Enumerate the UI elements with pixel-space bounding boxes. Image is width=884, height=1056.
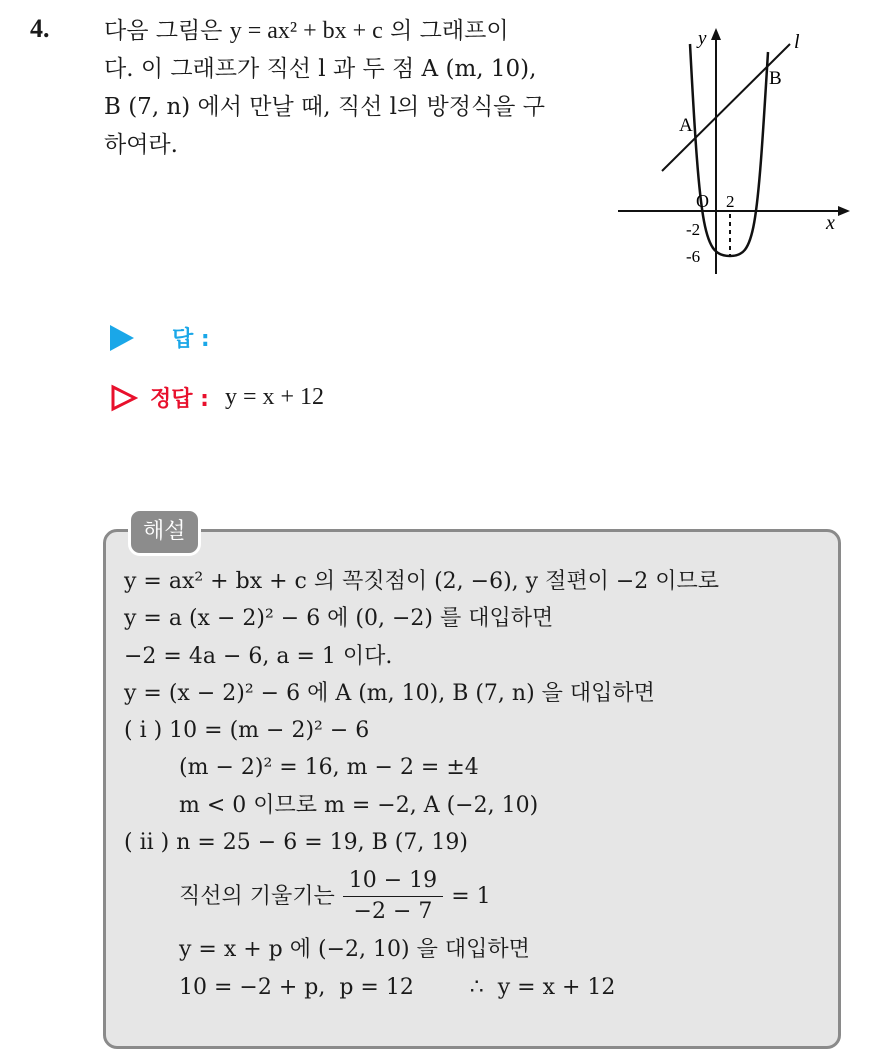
solution-content	[124, 563, 834, 1006]
slope-numerator: 10 − 19	[343, 866, 443, 897]
question-line-2: 다. 이 그래프가 직선 l 과 두 점 A (m, 10),	[104, 56, 537, 82]
answer-label: 답 :	[172, 327, 210, 352]
correct-answer-value: y = x + 12	[224, 384, 325, 410]
play-icon	[110, 325, 134, 351]
correct-answer-label: 정답 :	[150, 387, 209, 412]
solution-line: ( i ) 10 = (m − 2)² − 6	[124, 718, 370, 744]
solution-final-line: 10 = −2 + p, p = 12 ∴ y = x + 12	[179, 974, 616, 1000]
correct-answer-row	[110, 382, 324, 413]
line-l	[662, 44, 790, 171]
point-label-b: B	[769, 68, 782, 89]
solution-tag: 해설	[128, 508, 201, 556]
y-axis-label: y	[698, 28, 707, 49]
question-line-1: 다음 그림은 y = ax² + bx + c 의 그래프이	[104, 18, 509, 44]
point-label-a: A	[679, 115, 693, 136]
solution-line: y = (x − 2)² − 6 에 A (m, 10), B (7, n) 을 대입하면	[124, 680, 655, 706]
question-line-3: B (7, n) 에서 만날 때, 직선 l의 방정식을 구	[104, 94, 545, 120]
slope-line	[124, 861, 834, 931]
x-tick-label: 2	[726, 192, 735, 211]
line-label-l: l	[794, 31, 800, 53]
slope-prefix: 직선의 기울기는	[179, 883, 335, 909]
solution-line: y = ax² + bx + c 의 꼭짓점이 (2, −6), y 절편이 −2 이므로	[124, 569, 720, 594]
solution-line: −2 = 4a − 6, a = 1 이다.	[124, 643, 393, 669]
slope-denominator: −2 − 7	[353, 898, 433, 924]
answer-input-row[interactable]	[110, 322, 210, 353]
y-tick-label-neg2: -2	[686, 220, 701, 239]
origin-label: O	[696, 191, 709, 211]
slope-result: = 1	[451, 883, 491, 909]
solution-line: (m − 2)² = 16, m − 2 = ±4	[179, 755, 479, 781]
solution-line: m < 0 이므로 m = −2, A (−2, 10)	[179, 792, 539, 818]
y-axis-arrow-icon	[711, 28, 721, 40]
question-number: 4.	[30, 14, 50, 43]
question-equation: y = ax² + bx + c	[229, 18, 383, 44]
question-line-4: 하여라.	[104, 132, 178, 158]
solution-line: ( ii ) n = 25 − 6 = 19, B (7, 19)	[124, 830, 468, 856]
solution-line: y = x + p 에 (−2, 10) 을 대입하면	[179, 937, 530, 963]
parabola-graph	[612, 24, 857, 274]
slope-fraction	[343, 866, 443, 927]
x-axis-arrow-icon	[838, 206, 850, 216]
y-tick-label-neg6: -6	[686, 247, 701, 266]
question-text	[104, 12, 594, 164]
x-axis-label: x	[826, 212, 835, 234]
outline-play-icon	[110, 384, 138, 412]
solution-line: y = a (x − 2)² − 6 에 (0, −2) 를 대입하면	[124, 606, 554, 632]
